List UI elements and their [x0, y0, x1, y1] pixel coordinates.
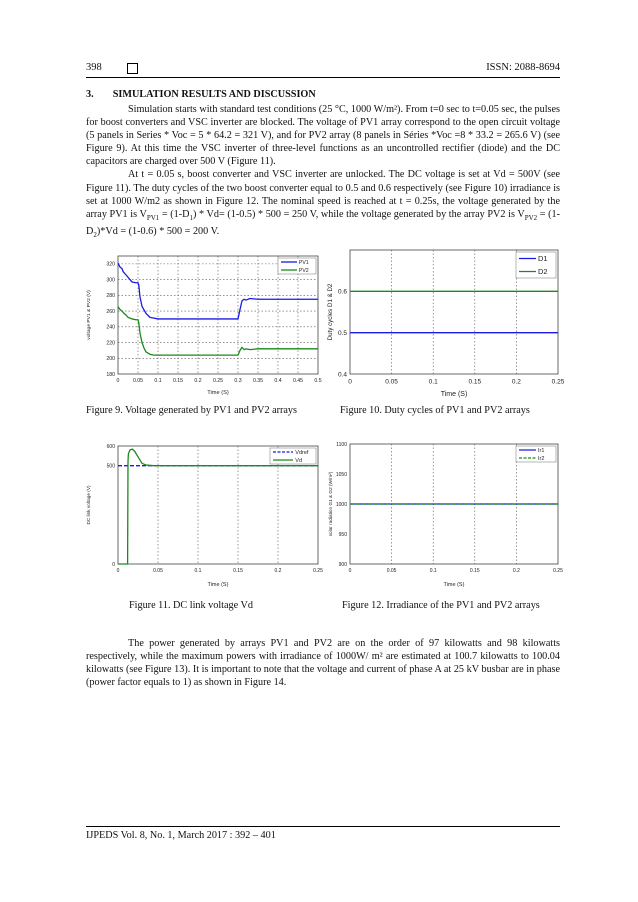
figure-10: [326, 246, 565, 405]
x-tick-label: 0: [116, 568, 120, 574]
y-tick-label: 280: [106, 293, 115, 300]
x-tick-label: 0.2: [274, 568, 282, 574]
x-tick-label: 0.05: [386, 568, 397, 574]
y-tick-label: 1050: [335, 471, 347, 478]
figure-11: [84, 440, 324, 595]
figure-12: [326, 440, 562, 595]
issn: ISSN: 2088-8694: [486, 62, 560, 73]
figure-9: [84, 248, 324, 403]
paragraph-2: At t = 0.05 s, boost converter and VSC inverter are unlocked. The DC voltage is set at Vd = 500V (see Figure 11). The duty cycles of the two boost converter equal to 0.5 and 0.6 respectively (see Figure 10) irradiance is set at 1000 W/m2 as shown in Figure 12. The nominal speed is reached at t = 0.25s, the voltage generated by the array PV1 is $V_{PV1} = (1-D_1) * Vd= (1-0.5) * 500 = 250$ V, while the voltage generated by the array PV2 is $V_{PV2} = (1-D_2)*Vd = (1-0.6) * 500 = 200$ V.: [86, 169, 561, 239]
y-tick-label: 180: [106, 371, 115, 378]
x-axis-label: Time (S): [207, 582, 229, 588]
x-tick-label: 0.05: [132, 378, 144, 385]
legend-label-pv1: PV1: [298, 259, 309, 266]
legend-label-vdref: Vdref: [295, 449, 309, 456]
y-axis-label: Duty cycles D1 & D2: [327, 283, 334, 341]
x-tick-label: 0.1: [154, 378, 162, 385]
y-axis-label: voltage PV1 & PV2 (V): [87, 290, 92, 340]
x-tick-label: 0.4: [274, 378, 282, 385]
x-axis-label: Time (S): [443, 582, 465, 588]
x-tick-label: 0.25: [212, 378, 224, 385]
x-tick-label: 0: [348, 568, 352, 574]
caption-figure-9: Figure 9. Voltage generated by PV1 and PV2 arrays: [86, 405, 297, 416]
x-tick-label: 0.25: [313, 568, 323, 574]
caption-figure-12: Figure 12. Irradiance of the PV1 and PV2 arrays: [342, 600, 540, 611]
caption-figure-10: Figure 10. Duty cycles of PV1 and PV2 arrays: [340, 405, 530, 416]
x-tick-label: 0.2: [511, 378, 521, 386]
y-tick-label: 0: [112, 561, 115, 568]
checkbox-icon: [127, 63, 138, 76]
x-tick-label: 0.05: [153, 568, 163, 574]
y-tick-label: 200: [106, 356, 115, 363]
y-tick-label: 260: [106, 308, 115, 315]
y-tick-label: 900: [338, 561, 347, 568]
paragraph-3: The power generated by arrays PV1 and PV2 are on the order of 97 kilowatts and 98 kilowatts respectively, while the maximum powers with irradiance of 1000W/ m² are estimated at 100.7 kilowatts to 100.04 kilowatts (see Figure 13). It is important to note that the voltage and current of phase A at 25 kV busbar are in phase (power factor equals to 1) as shown in Figure 14.: [86, 638, 560, 689]
x-tick-label: 0.3: [234, 378, 242, 385]
legend-label-ir1: Ir1: [538, 447, 545, 454]
section-heading: [86, 89, 316, 100]
paragraph-1: Simulation starts with standard test conditions (25 °C, 1000 W/m²). From t=0 sec to t=0.05 sec, the pulses for boost converters and VSC inverter are blocked. The voltage of PV1 array correspond to the open circuit voltage (5 panels in Series * Voc = 5 * 64.2 = 321 V), and for PV2 array (8 panels in Séries *Voc =8 * 33.2 = 265.6 V) (see Figure 9). At this time the VSC inverter of three-level functions as an uncontrolled rectifier (diode) and the DC capacitors are charged over 500 V (Figure 11).: [86, 104, 560, 168]
body-text-bottom: [86, 637, 560, 689]
y-tick-label: 950: [338, 531, 347, 538]
legend-box: [516, 446, 556, 462]
x-tick-label: 0.1: [429, 568, 437, 574]
x-tick-label: 0.45: [292, 378, 304, 385]
legend-label-pv2: PV2: [298, 267, 309, 274]
x-tick-label: 0.15: [233, 568, 243, 574]
x-tick-label: 0.35: [252, 378, 264, 385]
section-number: 3.: [86, 89, 94, 100]
y-tick-label: 0.6: [337, 288, 347, 296]
x-tick-label: 0.05: [385, 378, 398, 386]
x-tick-label: 0.25: [553, 568, 563, 574]
x-tick-label: 0.25: [551, 378, 565, 386]
header-rule: [86, 77, 560, 78]
y-tick-label: 220: [106, 340, 115, 347]
y-axis-label: DC link voltage (V): [86, 485, 91, 525]
y-axis-label: solar radiation G1 & G2 (W/m²): [328, 471, 333, 537]
x-tick-label: 0.1: [428, 378, 438, 386]
figure-9-chart: [84, 248, 324, 398]
body-text-top: [86, 103, 560, 242]
y-tick-label: 1000: [335, 501, 347, 508]
legend-box: [516, 252, 556, 278]
x-tick-label: 0.15: [468, 378, 482, 386]
legend-box: [270, 448, 316, 464]
y-tick-label: 600: [106, 443, 115, 450]
x-axis-label: Time (S): [207, 390, 229, 396]
y-tick-label: 500: [106, 463, 115, 470]
x-tick-label: 0.2: [512, 568, 520, 574]
x-tick-label: 0: [116, 378, 120, 385]
legend-label-d1: D1: [538, 254, 548, 264]
legend-label-vd: Vd: [295, 457, 303, 464]
legend-label-d2: D2: [538, 267, 548, 277]
x-tick-label: 0.2: [194, 378, 202, 385]
section-title: SIMULATION RESULTS AND DISCUSSION: [112, 89, 316, 100]
x-tick-label: 0.5: [314, 378, 322, 385]
y-tick-label: 0.4: [337, 371, 347, 379]
y-tick-label: 240: [106, 324, 115, 331]
page-number: 398: [86, 62, 102, 73]
figure-11-chart: [84, 440, 324, 590]
y-tick-label: 1100: [336, 441, 347, 448]
y-tick-label: 0.5: [337, 329, 347, 337]
x-tick-label: 0.1: [194, 568, 202, 574]
legend-box: [278, 258, 316, 274]
x-tick-label: 0.15: [172, 378, 184, 385]
x-axis-label: Time (S): [440, 391, 468, 398]
figure-10-chart: [326, 246, 565, 400]
footer-rule: [86, 826, 560, 827]
y-tick-label: 320: [106, 261, 115, 268]
caption-figure-11: Figure 11. DC link voltage Vd: [129, 600, 253, 611]
y-tick-label: 300: [106, 277, 115, 284]
footer-journal: IJPEDS Vol. 8, No. 1, March 2017 : 392 – 401: [86, 830, 276, 841]
x-tick-label: 0: [348, 378, 352, 386]
legend-label-ir2: Ir2: [538, 455, 545, 462]
x-tick-label: 0.15: [469, 568, 480, 574]
figure-12-chart: [326, 440, 562, 590]
